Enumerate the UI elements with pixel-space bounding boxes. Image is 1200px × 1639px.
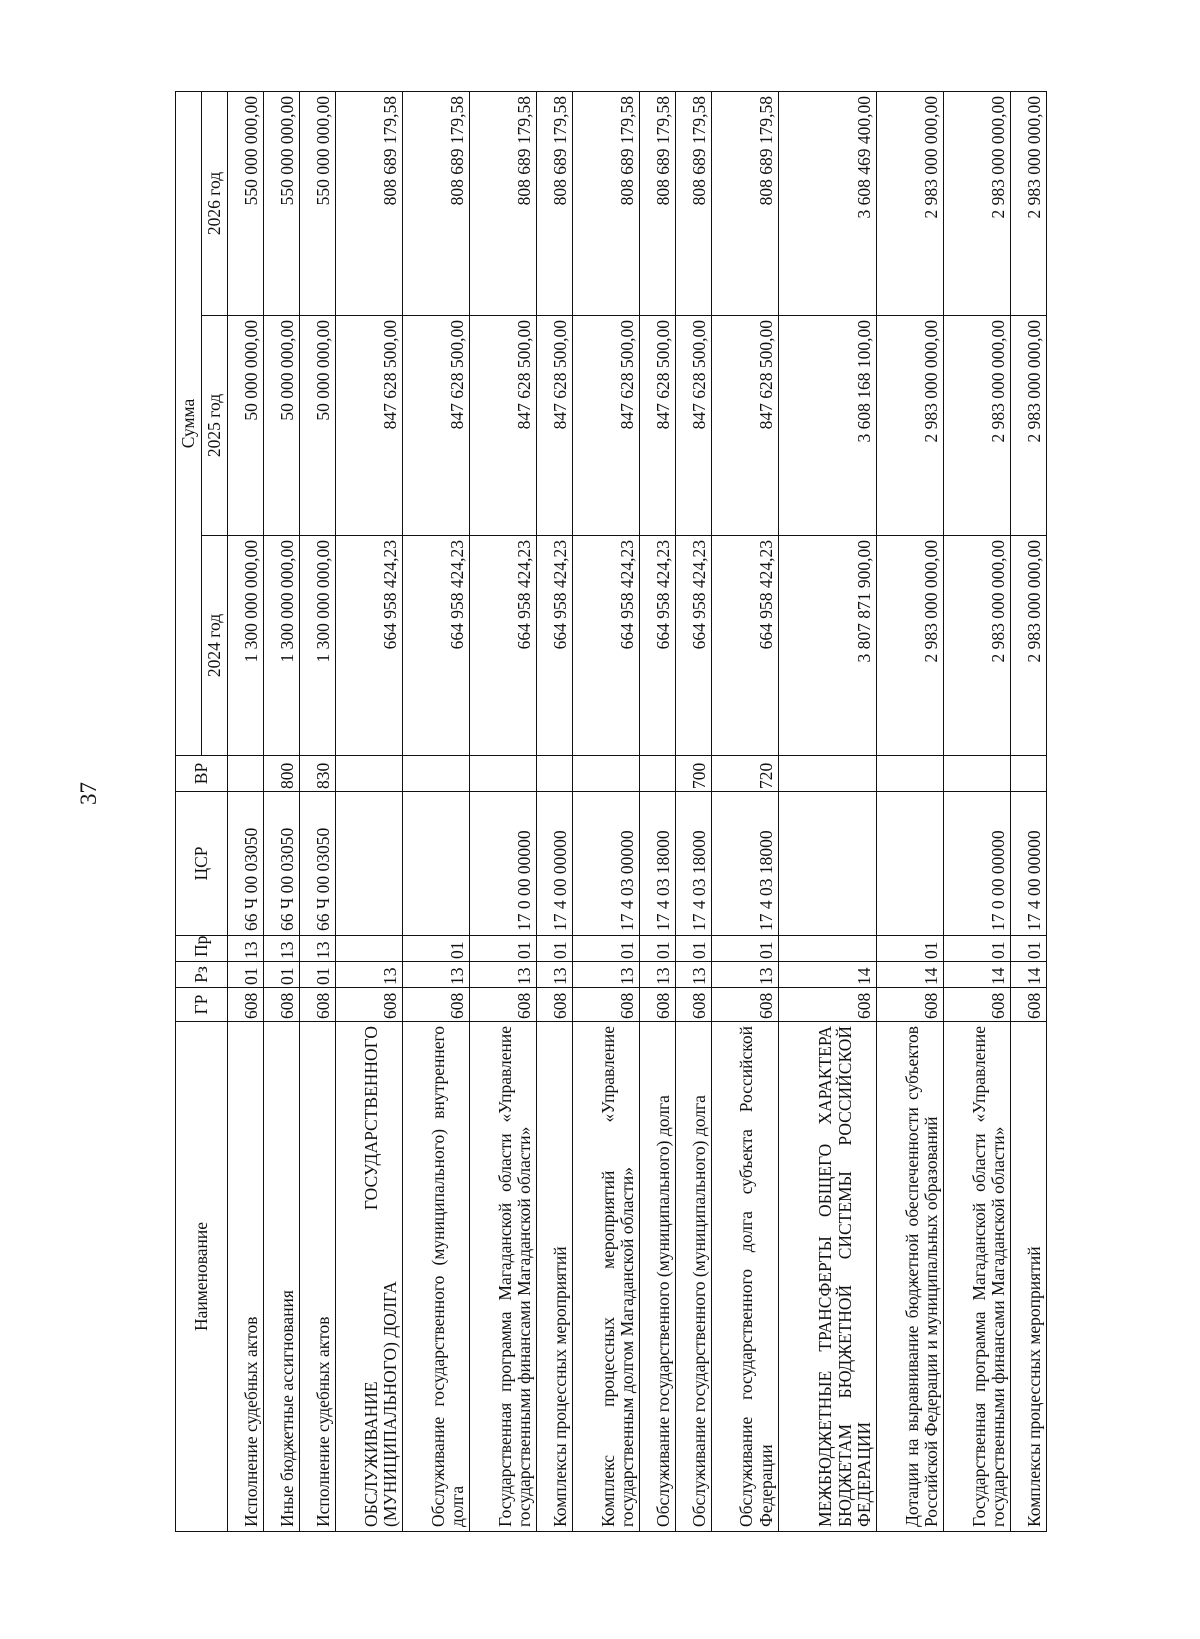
row-2025: 847 628 500,00 [639,316,675,536]
row-name: Исполнение судебных актов [228,1022,264,1532]
row-vr [572,756,639,792]
header-gr: ГР [176,988,228,1022]
row-gr: 608 [943,988,1010,1022]
row-2024: 2 983 000 000,00 [1010,536,1046,756]
row-2026: 808 689 179,58 [711,91,778,315]
row-name: ОБСЛУЖИВАНИЕ ГОСУДАРСТВЕННОГО (МУНИЦИПАЛЬНОГО) ДОЛГА [335,1022,402,1532]
row-2025: 847 628 500,00 [402,316,469,536]
row-2025: 3 608 168 100,00 [778,316,876,536]
row-csr [402,792,469,936]
row-2025: 847 628 500,00 [711,316,778,536]
table-row [675,91,711,1531]
row-2024: 1 300 000 000,00 [228,536,264,756]
row-csr: 66 Ч 00 03050 [228,792,264,936]
row-rz: 14 [1010,962,1046,988]
header-rz: Рз [176,962,228,988]
row-rz: 13 [639,962,675,988]
row-2026: 3 608 469 400,00 [778,91,876,315]
row-gr: 608 [778,988,876,1022]
row-vr: 830 [299,756,335,792]
row-rz: 14 [943,962,1010,988]
table-row [943,91,1010,1531]
row-gr: 608 [536,988,572,1022]
row-gr: 608 [263,988,299,1022]
row-rz: 01 [228,962,264,988]
row-pr: 01 [1010,936,1046,962]
row-pr: 01 [402,936,469,962]
row-csr: 17 4 03 18000 [639,792,675,936]
row-name: Исполнение судебных актов [299,1022,335,1532]
row-vr: 720 [711,756,778,792]
row-2025: 2 983 000 000,00 [943,316,1010,536]
row-2026: 550 000 000,00 [299,91,335,315]
row-rz: 13 [335,962,402,988]
row-2024: 664 958 424,23 [711,536,778,756]
row-2024: 1 300 000 000,00 [263,536,299,756]
row-vr [1010,756,1046,792]
row-pr [335,936,402,962]
row-2025: 847 628 500,00 [572,316,639,536]
row-2026: 808 689 179,58 [536,91,572,315]
row-vr: 800 [263,756,299,792]
row-pr: 13 [299,936,335,962]
row-rz: 13 [675,962,711,988]
row-name: Комплексы процессных мероприятий [1010,1022,1046,1532]
row-csr [335,792,402,936]
row-2025: 847 628 500,00 [335,316,402,536]
row-vr [778,756,876,792]
row-name: Обслуживание государственного (муниципального) внутреннего долга [402,1022,469,1532]
row-2024: 3 807 871 900,00 [778,536,876,756]
row-pr [778,936,876,962]
header-csr: ЦСР [176,792,228,936]
row-gr: 608 [335,988,402,1022]
row-gr: 608 [675,988,711,1022]
table-body [228,91,1047,1531]
header-2026: 2026 год [202,91,228,315]
row-csr: 66 Ч 00 03050 [299,792,335,936]
row-pr: 01 [639,936,675,962]
page-number: 37 [76,782,101,805]
table-row [469,91,536,1531]
row-name: Обслуживание государственного (муниципального) долга [639,1022,675,1532]
row-2025: 847 628 500,00 [469,316,536,536]
budget-table-wrapper [175,92,1047,1532]
row-2025: 50 000 000,00 [228,316,264,536]
row-pr: 01 [943,936,1010,962]
row-2026: 2 983 000 000,00 [943,91,1010,315]
row-name: Государственная программа Магаданской области «Управление государственными финансами Магаданской области» [943,1022,1010,1532]
table-header [176,91,228,1531]
row-2026: 808 689 179,58 [469,91,536,315]
row-vr [469,756,536,792]
row-2025: 847 628 500,00 [675,316,711,536]
row-name: Комплекс процессных мероприятий «Управление государственным долгом Магаданской области» [572,1022,639,1532]
row-2025: 50 000 000,00 [299,316,335,536]
row-2026: 2 983 000 000,00 [1010,91,1046,315]
table-row [876,91,943,1531]
row-pr: 01 [711,936,778,962]
row-2026: 808 689 179,58 [639,91,675,315]
row-gr: 608 [711,988,778,1022]
row-2025: 847 628 500,00 [536,316,572,536]
row-gr: 608 [876,988,943,1022]
row-pr: 01 [675,936,711,962]
table-row [1010,91,1046,1531]
table-row [335,91,402,1531]
row-pr: 13 [228,936,264,962]
header-pr: Пр [176,936,228,962]
row-2024: 664 958 424,23 [639,536,675,756]
row-name: Комплексы процессных мероприятий [536,1022,572,1532]
row-2024: 664 958 424,23 [469,536,536,756]
row-2026: 808 689 179,58 [402,91,469,315]
row-name: Государственная программа Магаданской области «Управление государственными финансами Магаданской области» [469,1022,536,1532]
row-2025: 2 983 000 000,00 [876,316,943,536]
row-gr: 608 [228,988,264,1022]
row-vr [639,756,675,792]
row-pr: 01 [572,936,639,962]
row-rz: 13 [711,962,778,988]
header-sum: Сумма [176,91,202,755]
row-vr [943,756,1010,792]
table-row [263,91,299,1531]
row-csr: 66 Ч 00 03050 [263,792,299,936]
row-rz: 13 [536,962,572,988]
row-2024: 664 958 424,23 [572,536,639,756]
row-name: МЕЖБЮДЖЕТНЫЕ ТРАНСФЕРТЫ ОБЩЕГО ХАРАКТЕРА БЮДЖЕТАМ БЮДЖЕТНОЙ СИСТЕМЫ РОССИЙСКОЙ ФЕДЕРАЦИИ [778,1022,876,1532]
row-vr [876,756,943,792]
table-row [572,91,639,1531]
row-name: Обслуживание государственного (муниципального) долга [675,1022,711,1532]
header-2024: 2024 год [202,536,228,756]
row-vr [335,756,402,792]
row-rz: 14 [778,962,876,988]
row-csr [778,792,876,936]
row-csr [876,792,943,936]
table-row [536,91,572,1531]
header-vr: ВР [176,756,228,792]
row-gr: 608 [299,988,335,1022]
row-2026: 808 689 179,58 [335,91,402,315]
row-gr: 608 [639,988,675,1022]
budget-table [175,91,1047,1532]
table-row [711,91,778,1531]
row-csr: 17 0 00 00000 [469,792,536,936]
row-pr: 13 [263,936,299,962]
row-2024: 664 958 424,23 [536,536,572,756]
row-vr [402,756,469,792]
row-rz: 13 [469,962,536,988]
row-csr: 17 4 00 00000 [1010,792,1046,936]
row-rz: 01 [263,962,299,988]
table-row [228,91,264,1531]
row-2024: 664 958 424,23 [675,536,711,756]
row-2025: 50 000 000,00 [263,316,299,536]
header-2025: 2025 год [202,316,228,536]
row-2026: 2 983 000 000,00 [876,91,943,315]
row-2024: 2 983 000 000,00 [876,536,943,756]
row-name: Дотации на выравнивание бюджетной обеспеченности субъектов Российской Федерации и муниципальных образований [876,1022,943,1532]
row-name: Обслуживание государственного долга субъекта Российской Федерации [711,1022,778,1532]
row-rz: 01 [299,962,335,988]
row-2024: 1 300 000 000,00 [299,536,335,756]
row-gr: 608 [572,988,639,1022]
row-name: Иные бюджетные ассигнования [263,1022,299,1532]
row-2026: 808 689 179,58 [572,91,639,315]
table-row [299,91,335,1531]
row-csr: 17 4 03 00000 [572,792,639,936]
row-pr: 01 [469,936,536,962]
table-row [778,91,876,1531]
row-2024: 664 958 424,23 [402,536,469,756]
row-2026: 808 689 179,58 [675,91,711,315]
row-2024: 2 983 000 000,00 [943,536,1010,756]
table-row [639,91,675,1531]
row-rz: 13 [572,962,639,988]
row-gr: 608 [469,988,536,1022]
row-csr: 17 0 00 00000 [943,792,1010,936]
row-2026: 550 000 000,00 [263,91,299,315]
row-2026: 550 000 000,00 [228,91,264,315]
row-2024: 664 958 424,23 [335,536,402,756]
row-vr: 700 [675,756,711,792]
row-rz: 13 [402,962,469,988]
row-csr: 17 4 03 18000 [675,792,711,936]
row-pr: 01 [876,936,943,962]
row-2025: 2 983 000 000,00 [1010,316,1046,536]
row-vr [536,756,572,792]
row-pr: 01 [536,936,572,962]
row-gr: 608 [402,988,469,1022]
row-gr: 608 [1010,988,1046,1022]
row-csr: 17 4 03 18000 [711,792,778,936]
row-rz: 14 [876,962,943,988]
row-vr [228,756,264,792]
row-csr: 17 4 00 00000 [536,792,572,936]
table-row [402,91,469,1531]
header-name: Наименование [176,1022,228,1532]
